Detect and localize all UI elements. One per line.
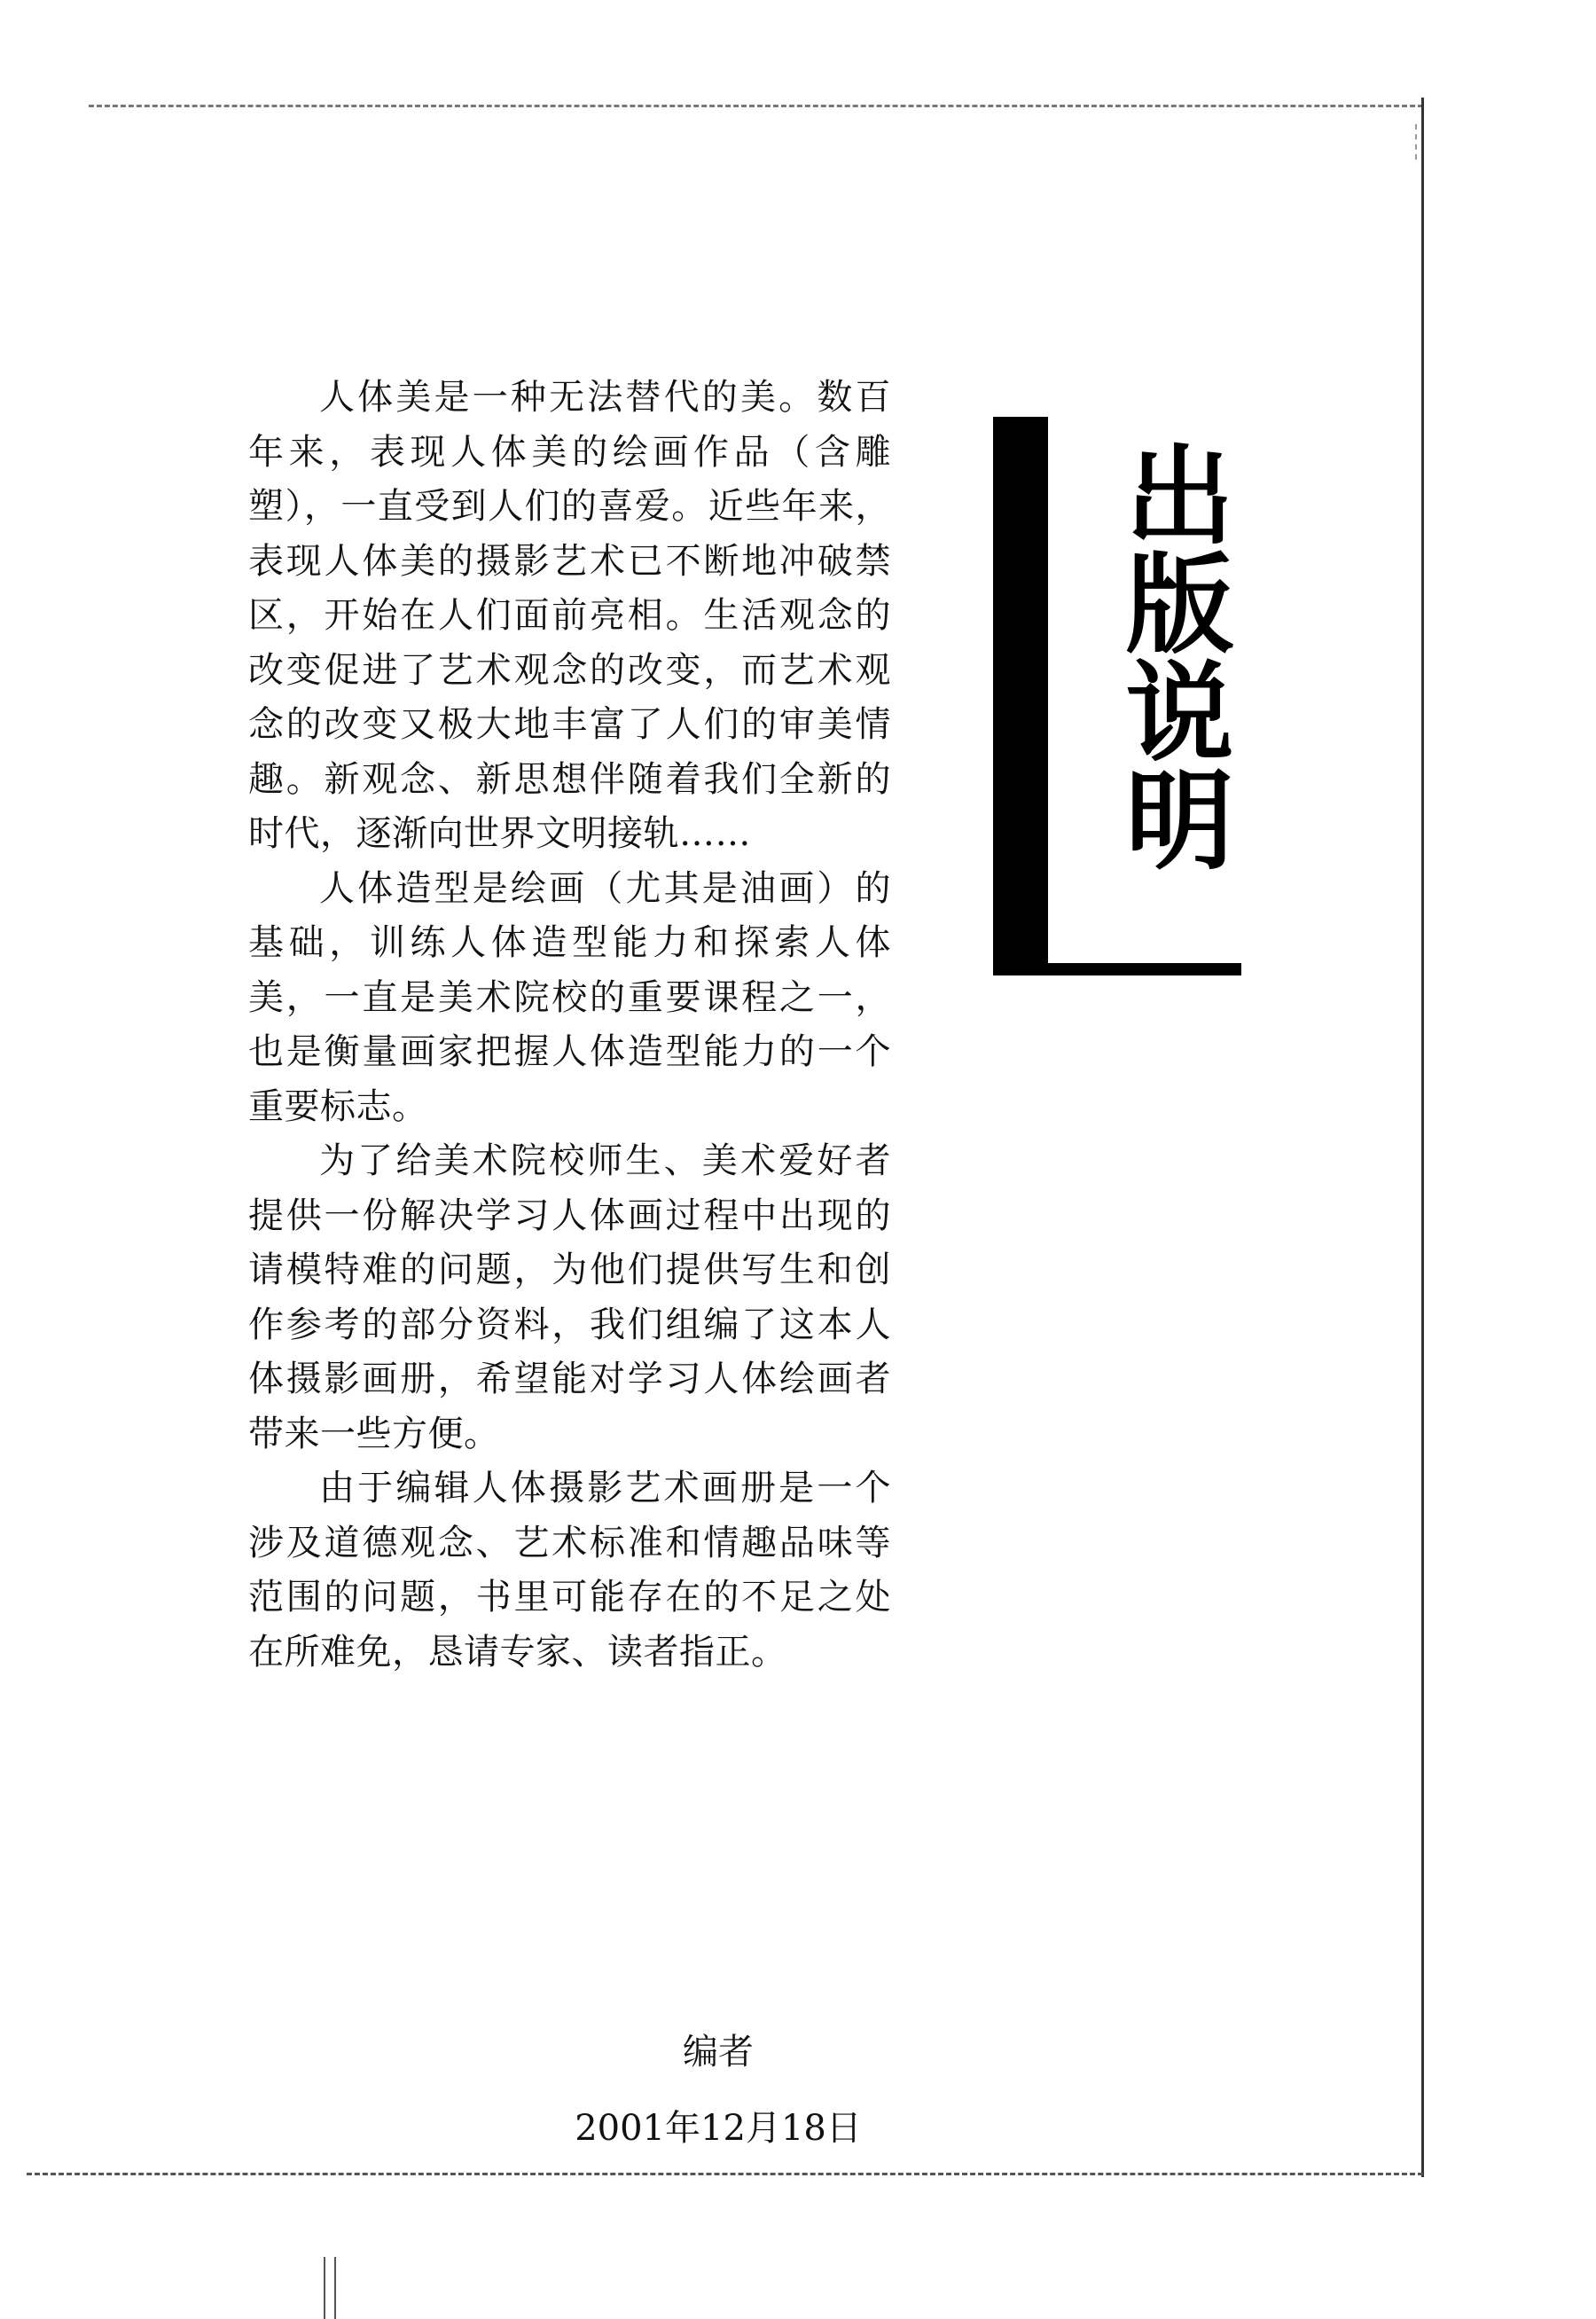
signature-author: 编者 <box>683 2032 754 2072</box>
right-border-rule <box>1421 98 1424 2177</box>
gutter-mark <box>324 2257 336 2319</box>
paragraph-1: 人体美是一种无法替代的美。数百年来，表现人体美的绘画作品（含雕塑），一直受到人们的喜爱。近些年来，表现人体美的摄影艺术已不断地冲破禁区，开始在人们面前亮相。生活观念的改变促进了艺术观念的改变，而艺术观念的改变又极大地丰富了人们的审美情趣。新观念、新思想伴随着我们全新的时代，逐渐向世界文明接轨…… <box>248 377 891 854</box>
page-title: 出版说明 <box>1107 439 1233 872</box>
paragraph-3: 为了给美术院校师生、美术爱好者提供一份解决学习人体画过程中出现的请模特难的问题，为他们提供写生和创作参考的部分资料，我们组编了这本人体摄影画册，希望能对学习人体绘画者带来一些方便。 <box>248 1140 891 1454</box>
bottom-dashed-rule <box>27 2173 1423 2175</box>
title-decor-bar <box>993 417 1048 975</box>
paragraph-4: 由于编辑人体摄影艺术画册是一个涉及道德观念、艺术标准和情趣品味等范围的问题，书里可能存在的不足之处在所难免，恳请专家、读者指正。 <box>248 1468 891 1673</box>
signature-date: 2001年12月18日 <box>575 2108 862 2149</box>
paragraph-2: 人体造型是绘画（尤其是油画）的基础，训练人体造型能力和探索人体美，一直是美术院校的重要课程之一，也是衡量画家把握人体造型能力的一个重要标志。 <box>248 867 891 1127</box>
top-dashed-rule <box>89 105 1423 107</box>
title-decor-foot <box>993 963 1241 975</box>
preface-body <box>248 371 891 1680</box>
right-scan-tick <box>1415 124 1417 160</box>
